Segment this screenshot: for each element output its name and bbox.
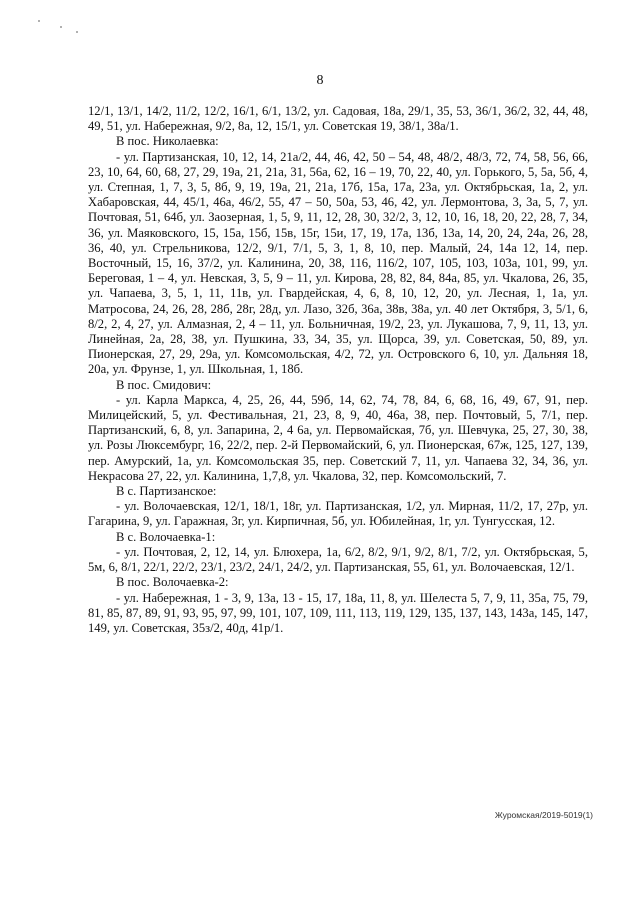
page-number: 8 [316,73,324,88]
address-paragraph: 12/1, 13/1, 14/2, 11/2, 12/2, 16/1, 6/1, 13/2, ул. Садовая, 18а, 29/1, 35, 53, 36/1, 36/2, 32, 44, 48, 49, 51, ул. Набережная, 9/2, 8а, 12, 15/1, ул. Советская 19, 38/1, 38а/1. [88,104,588,134]
section-heading: В пос. Волочаевка-2: [116,575,229,590]
section-heading: В с. Партизанское: [116,484,217,499]
section-heading: В с. Волочаевка-1: [116,529,216,544]
address-paragraph: - ул. Почтовая, 2, 12, 14, ул. Блюхера, 1а, 6/2, 8/2, 9/1, 9/2, 8/1, 7/2, ул. Октябрьская, 5, 5м, 6, 8/1, 22/1, 22/2, 23/1, 23/2, 24/1, 24/2, ул. Партизанская, 55, 61, ул. Волочаевская, 12/1. [88,544,588,575]
footer-reference: Журомская/2019-5019(1) [494,810,593,820]
section-heading: В пос. Смидович: [116,377,212,392]
scan-speck [38,20,40,22]
document-body [88,104,588,636]
address-paragraph: - ул. Партизанская, 10, 12, 14, 21а/2, 44, 46, 42, 50 – 54, 48, 48/2, 48/3, 72, 74, 58, 56, 66, 23, 10, 64, 60, 68, 27, 29, 19а, 21, 21а, 31, 56а, 62, 16 – 19, 70, 22, 40, ул. Горького, 5, 5а, 5б, 4, ул. Степная, 1, 7, 3, 5, 8б, 9, 19, 19а, 21, 21а, 17б, 15а, 17а, 23а, ул. Октябрьская, 1а, 2, ул. Хабаровская, 44, 45/1, 46а, 46/2, 55, 47 – 50, 50а, 53, 46, 42, ул. Лермонтова, 3, 3а, 5, 7, ул. Почтовая, 51, 64б, ул. Заозерная, 1, 5, 9, 11, 12, 28, 30, 32/2, 3, 12, 10, 16, 18, 20, 22, 28, 7, 34, 36, ул. Маяковского, 15, 15а, 15б, 15в, 15г, 15и, 17, 19, 17а, 13б, 13а, 14, 20, 24, 24а, 26, 28, 36, 40, ул. Стрельникова, 12/2, 9/1, 7/1, 5, 3, 1, 8, 10, пер. Малый, 24, 14а 12, 14, пер. Восточный, 15, 16, 37/2, ул. Калинина, 20, 38, 116, 116/2, 107, 105, 103, 103а, 101, 99, ул. Береговая, 1 – 4, ул. Невская, 3, 5, 9 – 11, ул. Кирова, 28, 82, 84, 84а, 85, ул. Чкалова, 26, 35, ул. Чапаева, 3, 5, 1, 11, 11в, ул. Гвардейская, 4, 6, 8, 10, 12, 20, ул. Лесная, 1, 1а, ул. Матросова, 24, 26, 28, 28б, 28г, 28д, ул. Лазо, 32б, 36а, 38в, 38а, ул. 40 лет Октября, 3, 5/1, 6, 8/2, 2, 4, 27, ул. Алмазная, 2, 4 – 11, ул. Больничная, 19/2, 23, ул. Лукашова, 7, 9, 11, 13, ул. Линейная, 2а, 28, 38, ул. Пушкина, 33, 34, 35, ул. Щорса, 39, ул. Советская, 50, 89, ул. Пионерская, 27, 29, 29а, ул. Комсомольская, 4/2, 72, ул. Островского 6, 10, ул. Дальняя 18, 20а, ул. Фрунзе, 1, ул. Школьная, 1, 18б. [88,149,588,377]
address-paragraph: - ул. Карла Маркса, 4, 25, 26, 44, 59б, 14, 62, 74, 78, 84, 6, 68, 16, 49, 67, 91, пер. Милицейский, 5, ул. Фестивальная, 21, 23, 8, 9, 40, 46а, 38, пер. Почтовый, 5, 7/1, пер. Партизанский, 6, 8, ул. Запарина, 2, 4 6а, ул. Первомайская, 7б, ул. Шевчука, 25, 27, 30, 38, ул. Розы Люксембург, 16, 22/2, пер. 2-й Первомайский, 6, ул. Пионерская, 67ж, 125, 127, 139, пер. Амурский, 1а, ул. Комсомольская 35, пер. Советский 7, 11, ул. Чапаева 32, 34, 36, ул. Некрасова 27, 22, ул. Калинина, 1,7,8, ул. Чкалова, 32, пер. Комсомольский, 7. [88,392,588,483]
address-paragraph: - ул. Волочаевская, 12/1, 18/1, 18г, ул. Партизанская, 1/2, ул. Мирная, 11/2, 17, 27р, ул. Гагарина, 9, ул. Гаражная, 3г, ул. Кирпичная, 5б, ул. Юбилейная, 1г, ул. Тунгусская, 12. [88,499,588,529]
address-paragraph: - ул. Набережная, 1 - 3, 9, 13а, 13 - 15, 17, 18а, 11, 8, ул. Шелеста 5, 7, 9, 11, 35а, 75, 79, 81, 85, 87, 89, 91, 93, 95, 97, 99, 101, 107, 109, 111, 113, 119, 129, 135, 137, 143, 143а, 145, 147, 149, ул. Советская, 35з/2, 40д, 41р/1. [88,590,588,635]
scan-speck [76,31,78,33]
scan-speck [60,26,62,28]
section-heading: В пос. Николаевка: [116,134,219,149]
